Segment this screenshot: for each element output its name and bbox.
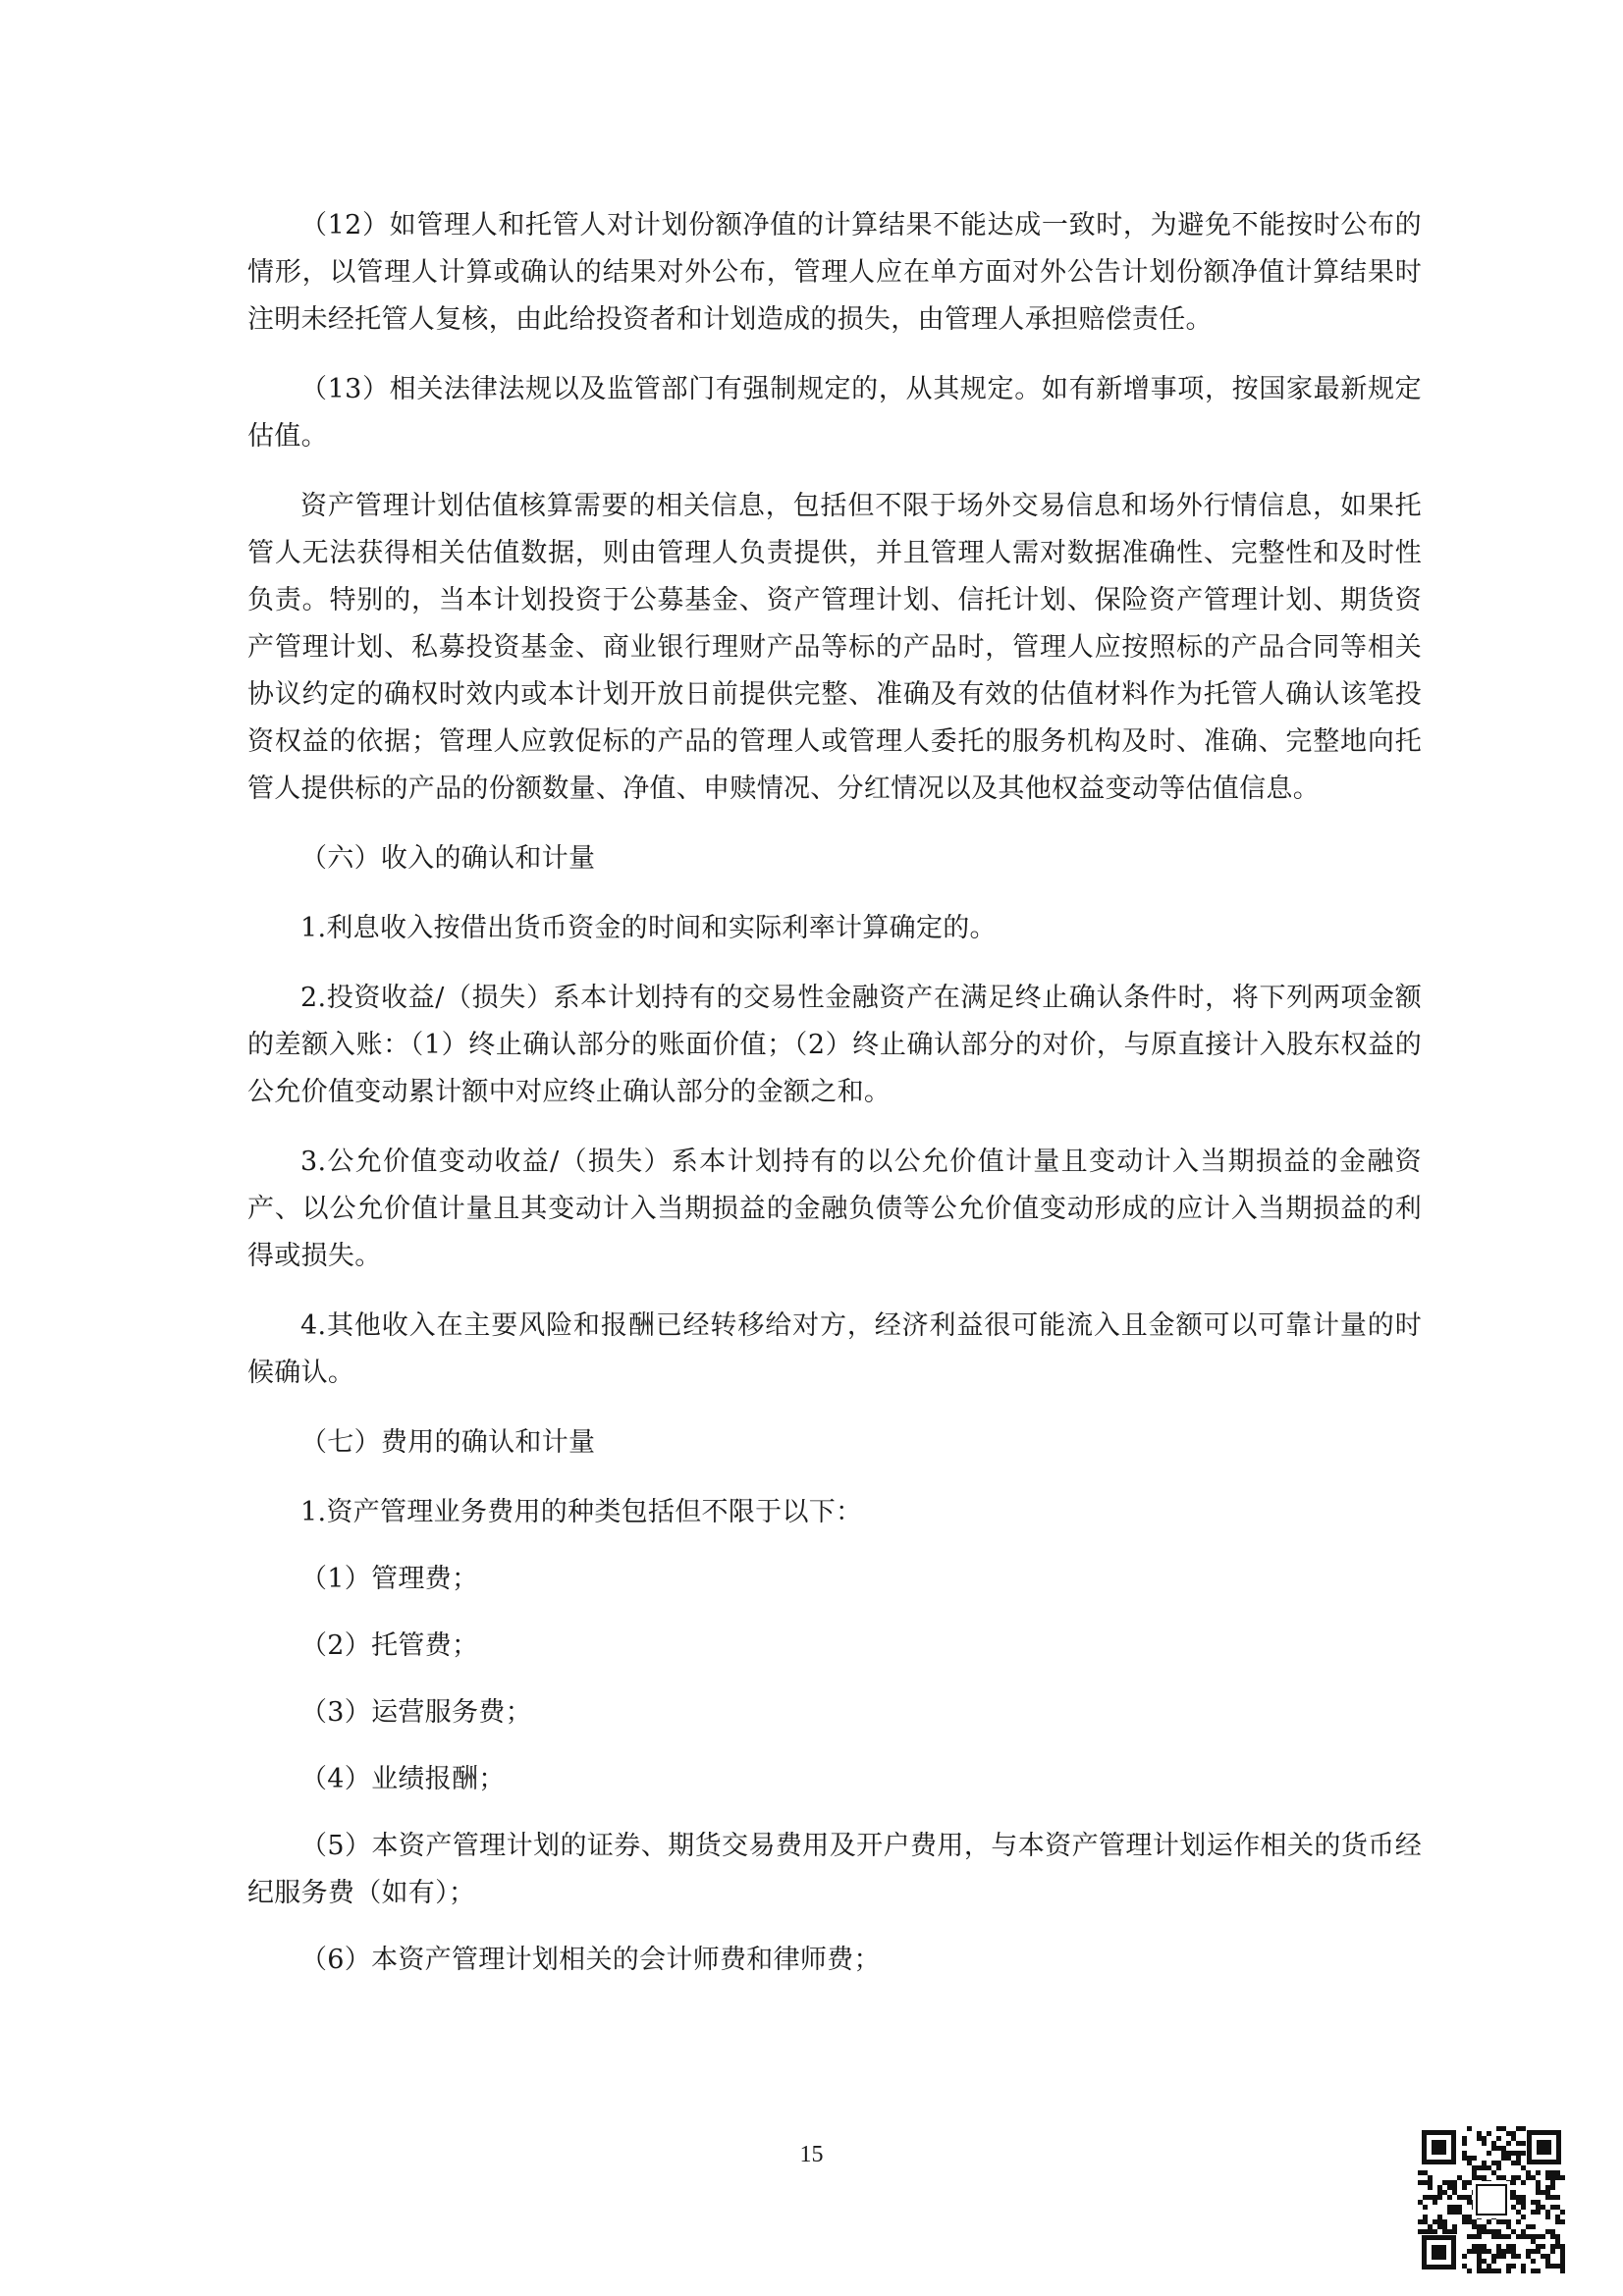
- income-item-2: 2.投资收益/（损失）系本计划持有的交易性金融资产在满足终止确认条件时，将下列两项金额的差额入账：（1）终止确认部分的账面价值；（2）终止确认部分的对价，与原直接计入股东权益的公允价值变动累计额中对应终止确认部分的金额之和。: [247, 983, 1422, 1107]
- page-number: 15: [799, 2142, 824, 2167]
- expenses-intro: 1.资产管理业务费用的种类包括但不限于以下：: [300, 1497, 863, 1527]
- paragraph-valuation-info: 资产管理计划估值核算需要的相关信息，包括但不限于场外交易信息和场外行情信息，如果托管人无法获得相关估值数据，则由管理人负责提供，并且管理人需对数据准确性、完整性和及时性负责。特别的，当本计划投资于公募基金、资产管理计划、信托计划、保险资产管理计划、期货资产管理计划、私募投资基金、商业银行理财产品等标的产品时，管理人应按照标的产品合同等相关协议约定的确权时效内或本计划开放日前提供完整、准确及有效的估值材料作为托管人确认该笔投资权益的依据；管理人应敦促标的产品的管理人或管理人委托的服务机构及时、准确、完整地向托管人提供标的产品的份额数量、净值、申赎情况、分红情况以及其他权益变动等估值信息。: [247, 491, 1422, 804]
- expense-item-2: （2）托管费；: [300, 1630, 479, 1661]
- document-body: [247, 202, 1422, 2003]
- income-item-4: 4.其他收入在主要风险和报酬已经转移给对方，经济利益很可能流入且金额可以可靠计量的时候确认。: [247, 1310, 1422, 1388]
- expense-item-3: （3）运营服务费；: [300, 1697, 532, 1728]
- qr-code-icon: [1418, 2126, 1565, 2273]
- expense-item-4: （4）业绩报酬；: [300, 1764, 506, 1794]
- section-heading-expenses: （七）费用的确认和计量: [300, 1427, 596, 1458]
- expense-item-6: （6）本资产管理计划相关的会计师费和律师费；: [300, 1945, 881, 1975]
- expense-item-5: （5）本资产管理计划的证券、期货交易费用及开户费用，与本资产管理计划运作相关的货币经纪服务费（如有）；: [247, 1831, 1422, 1908]
- section-heading-income: （六）收入的确认和计量: [300, 843, 596, 874]
- income-item-1: 1.利息收入按借出货币资金的时间和实际利率计算确定的。: [300, 913, 997, 943]
- expense-item-1: （1）管理费；: [300, 1564, 479, 1594]
- income-item-3: 3.公允价值变动收益/（损失）系本计划持有的以公允价值计量且变动计入当期损益的金融资产、以公允价值计量且其变动计入当期损益的金融负债等公允价值变动形成的应计入当期损益的利得或损失。: [247, 1147, 1422, 1271]
- paragraph-13: （13）相关法律法规以及监管部门有强制规定的，从其规定。如有新增事项，按国家最新规定估值。: [247, 374, 1422, 452]
- paragraph-12: （12）如管理人和托管人对计划份额净值的计算结果不能达成一致时，为避免不能按时公布的情形，以管理人计算或确认的结果对外公布，管理人应在单方面对外公告计划份额净值计算结果时注明未经托管人复核，由此给投资者和计划造成的损失，由管理人承担赔偿责任。: [247, 210, 1422, 335]
